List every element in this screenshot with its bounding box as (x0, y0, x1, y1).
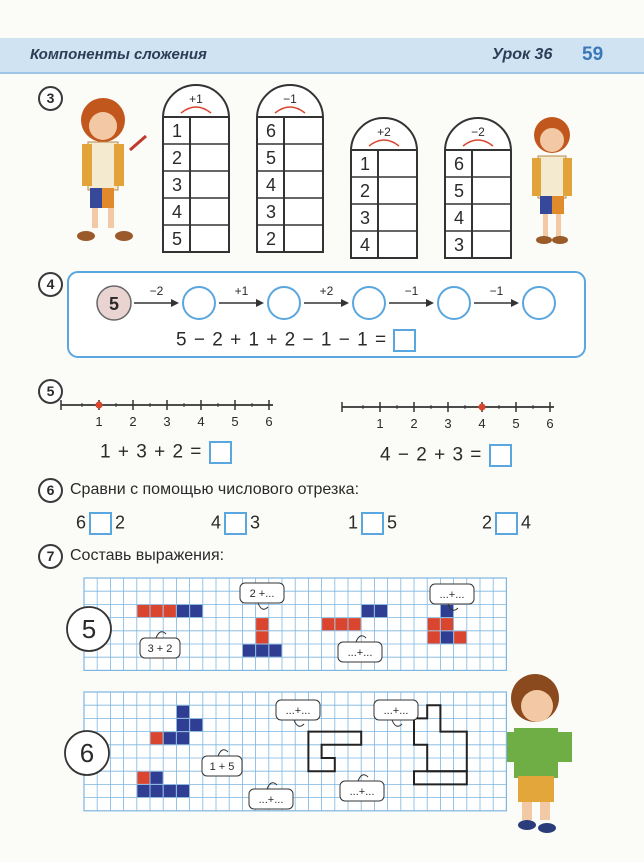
chain-op: −1 (489, 284, 504, 298)
column-value: 4 (359, 235, 371, 255)
arch-op-label: +2 (377, 125, 391, 139)
chain-op: −1 (404, 284, 419, 298)
colored-cell (256, 631, 268, 643)
colored-cell (137, 605, 149, 617)
task-7-instruction: Составь выражения: (70, 547, 225, 564)
callout-text: ...+... (439, 589, 465, 601)
colored-cell (335, 618, 347, 630)
arch-column (163, 85, 229, 252)
task-5-left-equation-text: 1 + 3 + 2 = (100, 441, 203, 463)
task-6-number: 6 (38, 478, 63, 503)
colored-cell (256, 618, 268, 630)
colored-cell (362, 605, 374, 617)
colored-cell (322, 618, 334, 630)
answer-circle (523, 287, 555, 319)
column-value: 3 (265, 202, 277, 222)
column-value: 5 (265, 148, 277, 168)
column-value: 3 (359, 208, 371, 228)
task-5-right-equation (380, 444, 512, 467)
colored-cell (190, 719, 202, 731)
marked-point (96, 402, 103, 409)
tick-label: 1 (376, 416, 384, 431)
colored-cell (164, 785, 176, 797)
colored-cell (151, 772, 163, 784)
colored-cell (269, 645, 281, 657)
tick-label: 5 (231, 414, 239, 429)
answer-circle (268, 287, 300, 319)
start-value: 5 (108, 294, 120, 314)
colored-cell (177, 785, 189, 797)
compare-left: 2 (482, 512, 493, 533)
topic-title: Компоненты сложения (30, 46, 207, 63)
page-header (0, 38, 644, 74)
task-7-number: 7 (38, 544, 63, 569)
marked-point (479, 404, 486, 411)
colored-cell (164, 605, 176, 617)
colored-cell (428, 631, 440, 643)
arch-op-label: +1 (189, 92, 203, 106)
column-value: 2 (359, 181, 371, 201)
task-5-right-answer-box[interactable] (489, 444, 512, 467)
callout-text: ...+... (383, 705, 409, 717)
colored-cell (177, 706, 189, 718)
colored-cell (349, 618, 361, 630)
compare-left: 1 (348, 512, 359, 533)
task-4-number: 4 (38, 272, 63, 297)
colored-cell (177, 605, 189, 617)
task-5-right-equation-text: 4 − 2 + 3 = (380, 444, 483, 466)
compare-box[interactable] (89, 512, 112, 535)
arch-column (257, 85, 323, 252)
compare-box[interactable] (224, 512, 247, 535)
tick-label: 4 (197, 414, 205, 429)
compare-pair-1 (76, 512, 125, 535)
compare-right: 2 (115, 512, 126, 533)
target-value: 5 (81, 614, 97, 644)
colored-cell (164, 732, 176, 744)
callout-text: ...+... (349, 786, 375, 798)
target-value: 6 (79, 738, 95, 768)
column-value: 4 (171, 202, 183, 222)
colored-cell (151, 605, 163, 617)
column-value: 6 (265, 121, 277, 141)
tick-label: 1 (95, 414, 103, 429)
compare-pair-2 (211, 512, 260, 535)
task-5-number: 5 (38, 379, 63, 404)
lesson-label: Урок 36 (492, 46, 553, 63)
answer-circle (183, 287, 215, 319)
colored-cell (137, 785, 149, 797)
callout-text: 3 + 2 (147, 643, 173, 655)
compare-box[interactable] (495, 512, 518, 535)
tick-label: 3 (444, 416, 452, 431)
task-4-equation-text: 5 − 2 + 1 + 2 − 1 − 1 = (176, 329, 388, 351)
task-4-answer-box[interactable] (393, 329, 416, 352)
column-value: 2 (265, 229, 277, 249)
chain-op: +1 (234, 284, 249, 298)
callout-text: ...+... (347, 647, 373, 659)
colored-cell (243, 645, 255, 657)
tick-label: 5 (512, 416, 520, 431)
colored-cell (177, 719, 189, 731)
colored-cell (177, 732, 189, 744)
colored-cell (256, 645, 268, 657)
tick-label: 6 (265, 414, 273, 429)
task-3-number: 3 (38, 86, 63, 111)
column-value: 3 (171, 175, 183, 195)
column-value: 4 (453, 208, 465, 228)
tick-label: 6 (546, 416, 554, 431)
colored-cell (441, 631, 453, 643)
column-value: 2 (171, 148, 183, 168)
chain-op: −2 (149, 284, 164, 298)
colored-cell (428, 618, 440, 630)
compare-box[interactable] (361, 512, 384, 535)
colored-cell (454, 631, 466, 643)
column-value: 6 (453, 154, 465, 174)
column-value: 3 (453, 235, 465, 255)
task-3-illustration (0, 80, 644, 260)
tick-label: 2 (129, 414, 137, 429)
colored-cell (151, 732, 163, 744)
task-5-left-answer-box[interactable] (209, 441, 232, 464)
compare-right: 3 (250, 512, 261, 533)
task-5-number-lines (0, 390, 644, 435)
colored-cell (190, 605, 202, 617)
answer-circle (353, 287, 385, 319)
colored-cell (151, 785, 163, 797)
colored-cell (441, 605, 453, 617)
boy-right-illustration (532, 117, 572, 244)
column-value: 1 (359, 154, 371, 174)
task-7-grids (0, 570, 644, 862)
compare-pair-3 (348, 512, 397, 535)
callout-text: ...+... (285, 705, 311, 717)
callout-text: ...+... (258, 794, 284, 806)
column-value: 5 (453, 181, 465, 201)
task-5-left-equation (100, 441, 232, 464)
boy-bottom-illustration (500, 674, 572, 833)
compare-right: 5 (387, 512, 398, 533)
colored-cell (137, 772, 149, 784)
chain-op: +2 (319, 284, 334, 298)
colored-cell (375, 605, 387, 617)
compare-left: 4 (211, 512, 222, 533)
boy-left-illustration (77, 98, 146, 241)
arch-op-label: −2 (471, 125, 485, 139)
tick-label: 2 (410, 416, 418, 431)
column-value: 1 (171, 121, 183, 141)
compare-pair-4 (482, 512, 531, 535)
colored-cell (441, 618, 453, 630)
column-value: 4 (265, 175, 277, 195)
tick-label: 3 (163, 414, 171, 429)
answer-circle (438, 287, 470, 319)
compare-left: 6 (76, 512, 87, 533)
callout-text: 2 +... (249, 588, 275, 600)
compare-right: 4 (521, 512, 532, 533)
callout-text: 1 + 5 (209, 761, 235, 773)
task-6-instruction: Сравни с помощью числового отрезка: (70, 481, 360, 498)
tick-label: 4 (478, 416, 486, 431)
page-number: 59 (582, 44, 604, 65)
task-4-equation (176, 329, 416, 352)
column-value: 5 (171, 229, 183, 249)
arch-op-label: −1 (283, 92, 297, 106)
